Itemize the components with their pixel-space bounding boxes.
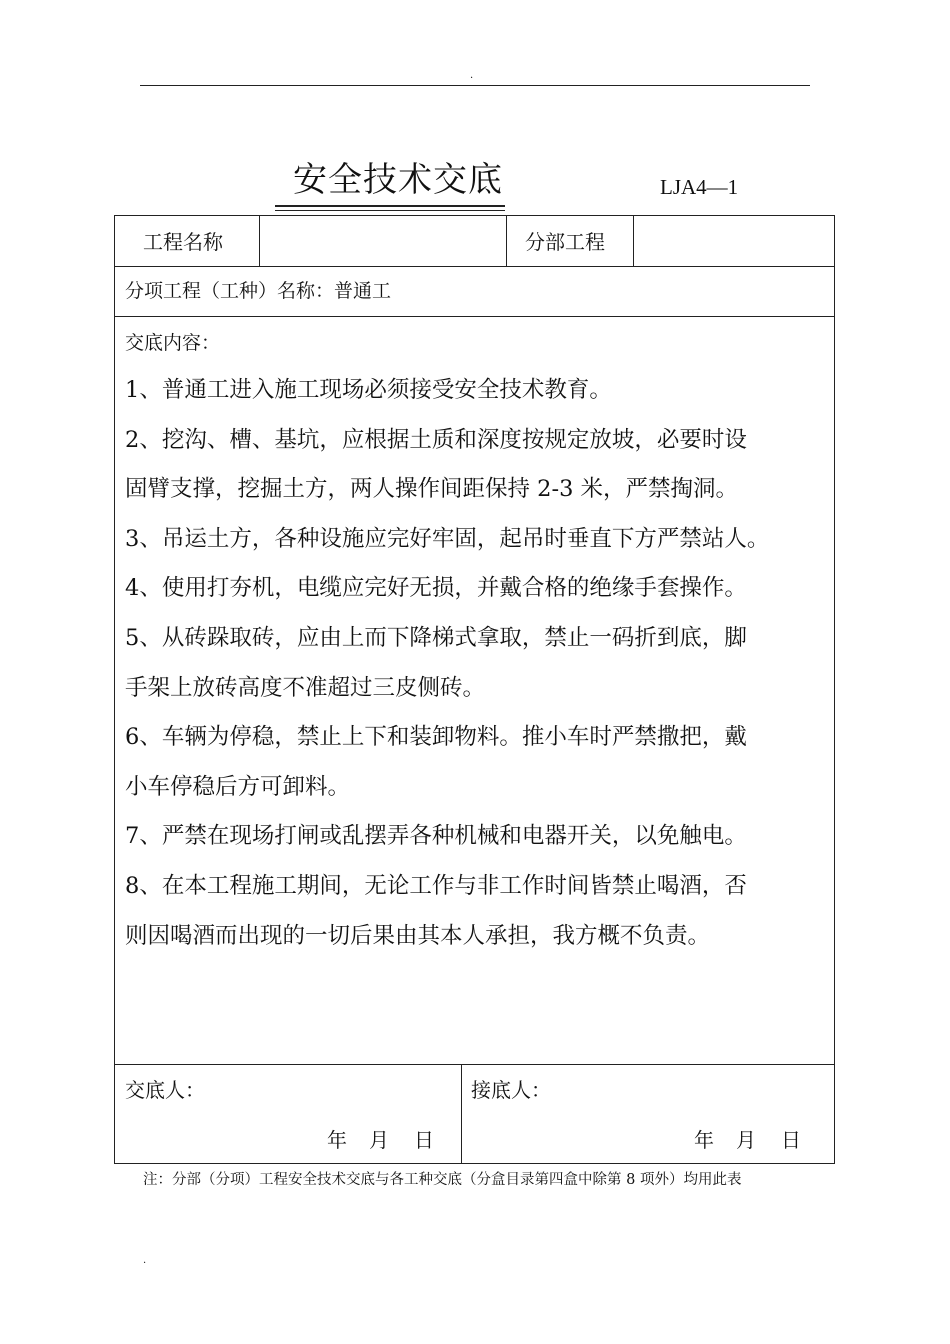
divider xyxy=(115,266,834,267)
footnote: 注：分部（分项）工程安全技术交底与各工种交底（分盒目录第四盒中除第 8 项外）均用此表 xyxy=(143,1172,742,1188)
divider xyxy=(115,316,834,317)
content-line: 7、严禁在现场打闸或乱摆弄各种机械和电器开关，以免触电。 xyxy=(125,823,747,850)
title-underline-thin xyxy=(275,210,505,211)
title-underline xyxy=(275,205,505,207)
content-line: 小车停稳后方可卸料。 xyxy=(125,773,351,800)
year-label: 年 xyxy=(694,1128,714,1152)
day-label: 日 xyxy=(414,1128,434,1152)
divider xyxy=(461,1064,462,1164)
divider xyxy=(633,216,634,266)
giver-date xyxy=(327,1124,434,1153)
division-label: 分部工程 xyxy=(525,230,605,254)
receiver-date xyxy=(694,1124,801,1153)
content-line: 1、普通工进入施工现场必须接受安全技术教育。 xyxy=(125,377,612,403)
content-line: 固臂支撑，挖掘土方，两人操作间距保持 2-3 米，严禁掏洞。 xyxy=(125,476,739,503)
content-line: 则因喝酒而出现的一切后果由其本人承担，我方概不负责。 xyxy=(125,922,711,949)
divider xyxy=(506,216,507,266)
content-line: 6、车辆为停稳，禁止上下和装卸物料。推小车时严禁撒把，戴 xyxy=(125,724,747,751)
giver-label: 交底人： xyxy=(125,1078,205,1102)
divider xyxy=(259,216,260,266)
day-label: 日 xyxy=(781,1128,801,1152)
content-line: 手架上放砖高度不准超过三皮侧砖。 xyxy=(125,674,486,701)
content-body xyxy=(125,366,829,961)
form-code: LJA4—1 xyxy=(660,175,739,199)
divider xyxy=(115,1064,834,1065)
content-line: 8、在本工程施工期间，无论工作与非工作时间皆禁止喝酒，否 xyxy=(125,872,747,899)
header-rule xyxy=(140,85,810,86)
content-line: 5、从砖跺取砖，应由上而下降梯式拿取，禁止一码折到底，脚 xyxy=(125,624,747,651)
content-line: 2、挖沟、槽、基坑，应根据土质和深度按规定放坡，必要时设 xyxy=(125,426,747,453)
year-label: 年 xyxy=(327,1128,347,1152)
month-label: 月 xyxy=(369,1128,389,1152)
header-dot: . xyxy=(470,70,474,81)
month-label: 月 xyxy=(736,1128,756,1152)
document-title: 安全技术交底 xyxy=(293,160,503,200)
project-name-label: 工程名称 xyxy=(143,230,223,254)
footer-dot: . xyxy=(143,1255,147,1266)
content-line: 3、吊运土方，各种设施应完好牢固，起吊时垂直下方严禁站人。 xyxy=(125,525,770,552)
content-label: 交底内容： xyxy=(125,332,221,354)
content-line: 4、使用打夯机，电缆应完好无损，并戴合格的绝缘手套操作。 xyxy=(125,575,747,602)
receiver-label: 接底人： xyxy=(471,1078,551,1102)
disclosure-table xyxy=(114,215,835,1164)
subitem-label: 分项工程（工种）名称：普通工 xyxy=(125,280,392,302)
